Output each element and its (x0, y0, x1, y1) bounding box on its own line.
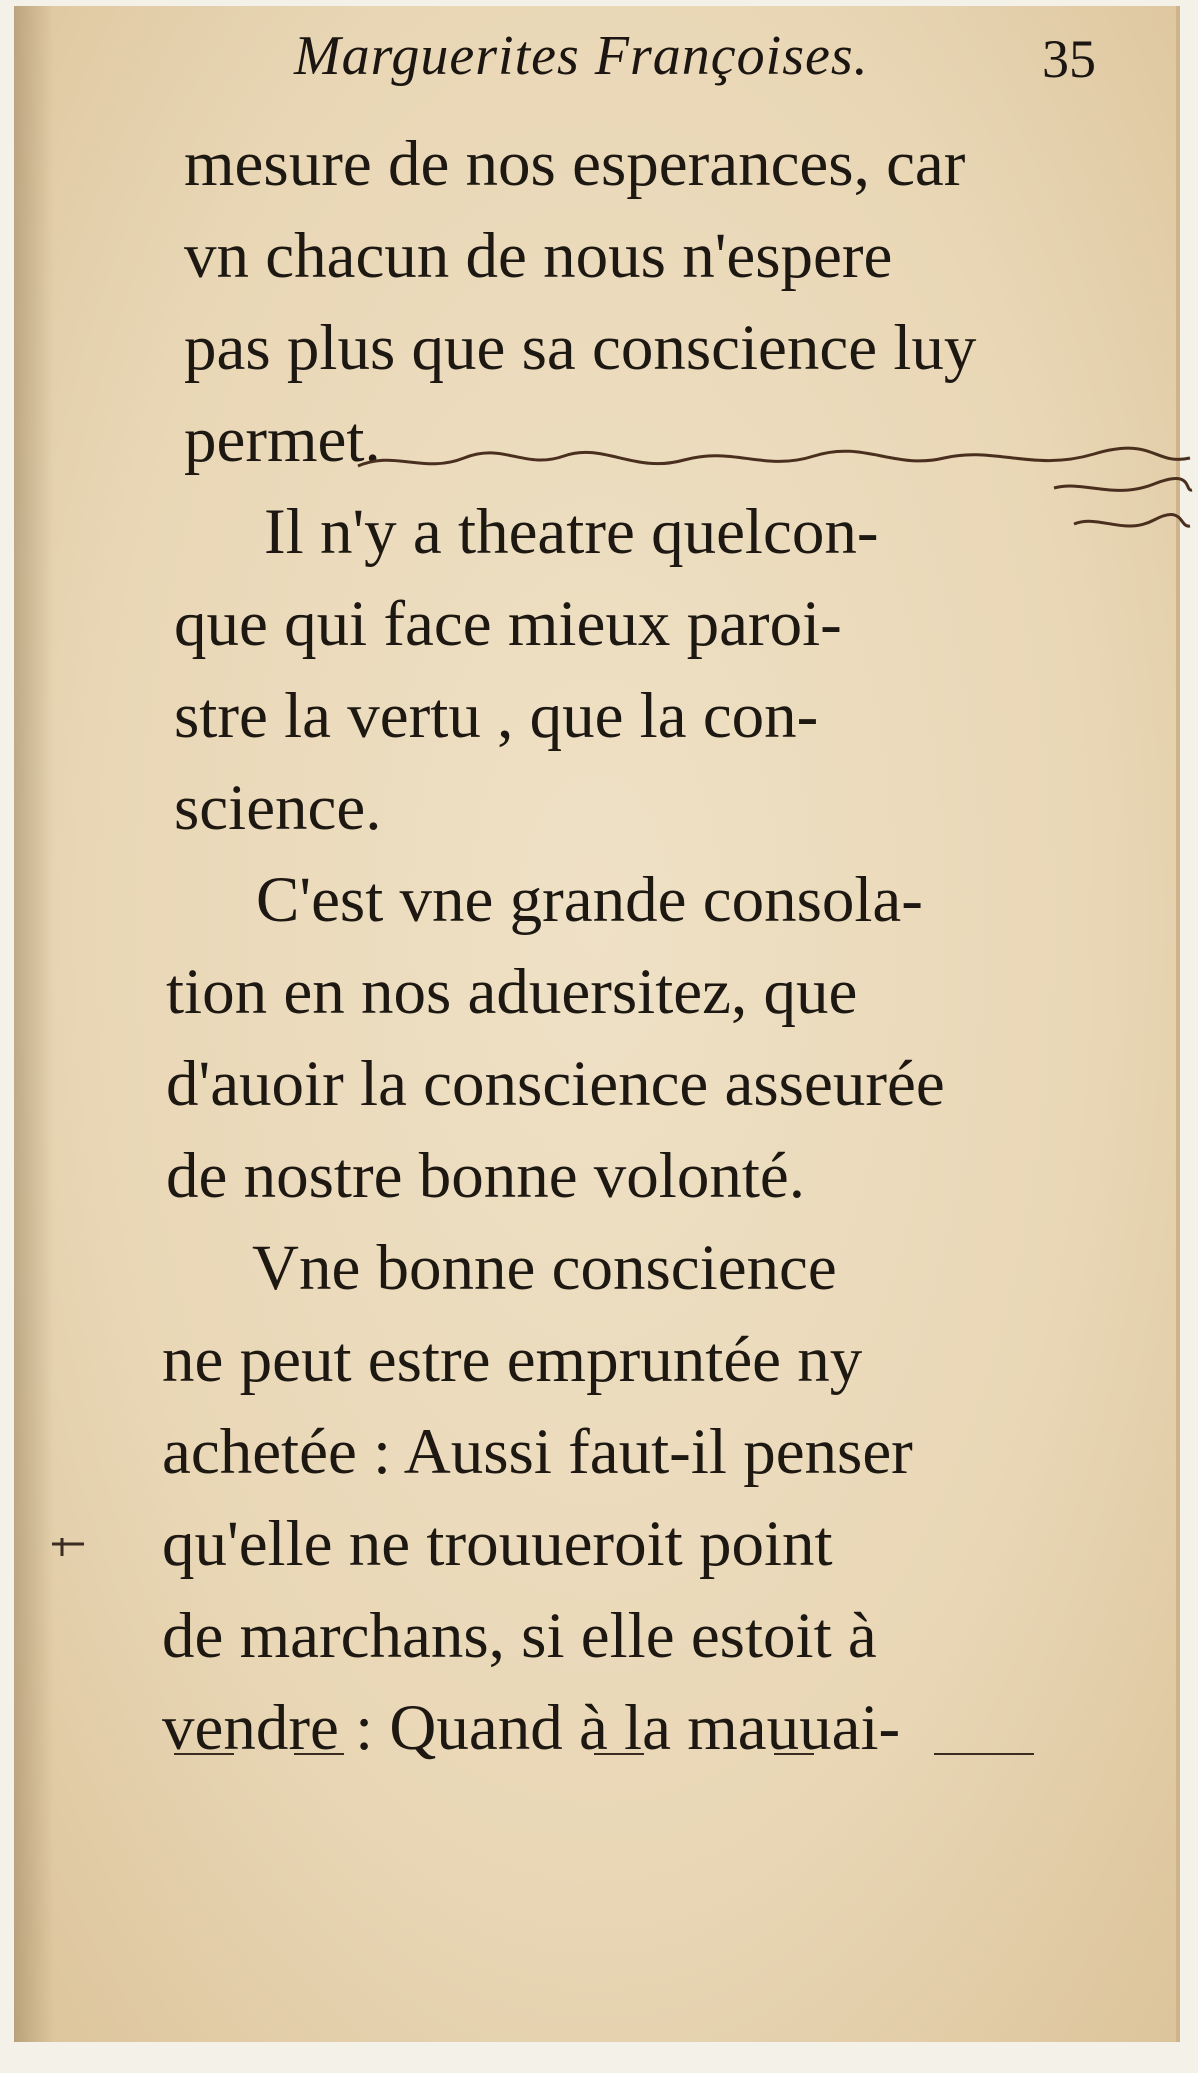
page-number: 35 (1042, 29, 1096, 89)
text-line: qu'elle ne trouueroit point (162, 1508, 833, 1580)
text-line: Il n'y a theatre quelcon- (264, 496, 879, 568)
paragraph-3 (166, 854, 1114, 1222)
text-line: vendre : Quand à la mauuai- (162, 1692, 901, 1764)
paragraph-1 (184, 118, 1114, 486)
text-line: tion en nos aduersitez, que (166, 956, 858, 1028)
paragraph-4 (162, 1222, 1114, 1774)
text-line: permet. (184, 404, 381, 476)
text-line: vn chacun de nous n'espere (184, 220, 893, 292)
text-line: stre la vertu , que la con- (174, 680, 819, 752)
text-line: pas plus que sa conscience luy (184, 312, 977, 384)
body-text (162, 118, 1114, 1774)
text-line: science. (174, 772, 382, 844)
text-line: achetée : Aussi faut-il penser (162, 1416, 913, 1488)
bottom-ink-marks (174, 1751, 1074, 1757)
text-line: C'est vne grande consola- (256, 864, 923, 936)
text-line: d'auoir la conscience asseurée (166, 1048, 945, 1120)
text-line: Vne bonne conscience (252, 1232, 837, 1304)
text-line: de nostre bonne volonté. (166, 1140, 806, 1212)
text-line: ne peut estre empruntée ny (162, 1324, 863, 1396)
text-line: mesure de nos esperances, car (184, 128, 966, 200)
running-title: Marguerites Françoises. (294, 25, 869, 87)
handwritten-annotation (354, 444, 1194, 554)
margin-mark-icon (48, 1522, 88, 1562)
gutter-shadow (14, 6, 54, 2042)
text-line: de marchans, si elle estoit à (162, 1600, 877, 1672)
text-line: que qui face mieux paroi- (174, 588, 842, 660)
book-page (14, 6, 1180, 2042)
